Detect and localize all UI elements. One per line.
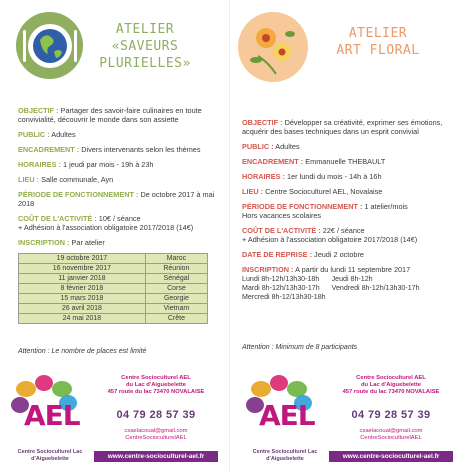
- reg-hours-cell: Jeudi 8h-12h: [331, 275, 373, 283]
- reg-hours-cell: Lundi 8h-12h/13h30-18h: [242, 275, 320, 283]
- supervision-label: ENCADREMENT :: [18, 145, 80, 154]
- supervision: [242, 157, 456, 166]
- ael-logo-subtitle: Centre Socioculturel Lac d'Aiguebelette: [17, 449, 83, 462]
- registration-hours: [242, 275, 420, 302]
- fold-line: [229, 0, 230, 473]
- website-link[interactable]: www.centre-socioculturel-ael.fr: [94, 451, 218, 462]
- facebook-link[interactable]: CentreSocioculturelAEL: [360, 435, 422, 441]
- registration-text: A partir du lundi 11 septembre 2017: [295, 265, 411, 274]
- public-label: PUBLIC :: [242, 142, 274, 151]
- phone-number[interactable]: 04 79 28 57 39: [116, 409, 196, 421]
- objective: [242, 118, 456, 136]
- restart-label: DATE DE REPRISE :: [242, 250, 313, 259]
- title-line: ATELIER: [115, 22, 175, 37]
- schedule-date: 19 octobre 2017: [19, 254, 146, 264]
- registration-label: INSCRIPTION :: [242, 265, 294, 274]
- facebook-link[interactable]: CentreSocioculturelAEL: [125, 435, 187, 441]
- reg-hours-cell: Mercredi 8h-12/13h30-18h: [242, 293, 326, 301]
- cost: [242, 226, 456, 244]
- objective-text: Développer sa créativité, exprimer ses émotions, acquérir des bases techniques dans un esprit convivial: [242, 118, 443, 136]
- title-line: ART FLORAL: [336, 43, 420, 58]
- participants-note: Attention : Minimum de 8 participants: [242, 344, 358, 351]
- restart-date: [242, 250, 456, 259]
- supervision-text: Divers intervenants selon les thèmes: [81, 145, 201, 154]
- schedule-country: Corse: [145, 284, 207, 294]
- contact: [329, 428, 453, 442]
- restart-text: Jeudi 2 octobre: [314, 250, 364, 259]
- phone-number[interactable]: 04 79 28 57 39: [351, 409, 431, 421]
- address-line: Centre Socioculturel AEL: [121, 375, 191, 381]
- address-line: du Lac d'Aiguebelette: [361, 382, 421, 388]
- period-text: 1 atelier/mois: [364, 202, 408, 211]
- saveurs-plurielles-column: [0, 0, 226, 473]
- cost: [18, 214, 224, 232]
- place-label: LIEU :: [18, 175, 40, 184]
- hours-label: HORAIRES :: [242, 172, 285, 181]
- reg-hours-cell: [332, 293, 420, 302]
- objective-label: OBJECTIF :: [18, 106, 59, 115]
- place-text: Centre Socioculturel AEL, Novalaise: [265, 187, 383, 196]
- schedule-row: [19, 294, 208, 304]
- period-text: De octobre 2017 à mai 2018: [18, 190, 215, 208]
- right-header: [234, 0, 461, 92]
- left-header: [0, 0, 226, 92]
- ael-logo-subtitle: Centre Socioculturel Lac d'Aiguebelette: [252, 449, 318, 462]
- period-extra: Hors vacances scolaires: [242, 211, 322, 220]
- ael-footer: [4, 367, 220, 469]
- hours-text: 1er lundi du mois - 14h à 16h: [287, 172, 382, 181]
- title-line: ATELIER: [348, 26, 408, 41]
- objective-label: OBJECTIF :: [242, 118, 283, 127]
- public: [242, 142, 456, 151]
- schedule-date: 16 novembre 2017: [19, 264, 146, 274]
- schedule-body: [19, 254, 208, 324]
- period: [18, 190, 224, 208]
- registration-label: INSCRIPTION :: [18, 238, 70, 247]
- website-link[interactable]: www.centre-socioculturel-ael.fr: [329, 451, 453, 462]
- title-line: PLURIELLES»: [99, 56, 191, 71]
- workshop-info: [242, 118, 456, 308]
- public: [18, 130, 224, 139]
- address-line: du Lac d'Aiguebelette: [126, 382, 186, 388]
- place-text: Salle communale, Ayn: [41, 175, 114, 184]
- schedule-date: 24 mai 2018: [19, 314, 146, 324]
- schedule-row: [19, 264, 208, 274]
- hours-label: HORAIRES :: [18, 160, 61, 169]
- schedule-row: [19, 284, 208, 294]
- place: [18, 175, 224, 184]
- schedule-country: Vietnam: [145, 304, 207, 314]
- schedule-row: [19, 254, 208, 264]
- address-line: Centre Socioculturel AEL: [356, 375, 426, 381]
- public-text: Adultes: [275, 142, 300, 151]
- email-link[interactable]: csaelacoual@gmail.com: [124, 428, 188, 434]
- cost-extra: + Adhésion à l'association obligatoire 2017/2018 (14€): [18, 223, 194, 232]
- place-label: LIEU :: [242, 187, 264, 196]
- workshop-info: [18, 106, 224, 324]
- period: [242, 202, 456, 220]
- schedule-country: Maroc: [145, 254, 207, 264]
- places-note: Attention : Le nombre de places est limité: [18, 348, 147, 355]
- cost-extra: + Adhésion à l'association obligatoire 2017/2018 (14€): [242, 235, 418, 244]
- reg-hours-cell: Vendredi 8h-12h/13h30-17h: [331, 284, 420, 292]
- reg-hours-cell: Mardi 8h-12h/13h30-17h: [242, 284, 320, 292]
- workshop-title: [92, 21, 198, 72]
- schedule-row: [19, 314, 208, 324]
- schedule-date: 15 mars 2018: [19, 294, 146, 304]
- flower-bouquet-icon: [238, 12, 308, 82]
- schedule-country: Georgie: [145, 294, 207, 304]
- supervision: [18, 145, 224, 154]
- address: [329, 375, 453, 396]
- period-label: PÉRIODE DE FONCTIONNEMENT :: [18, 190, 139, 199]
- contact: [94, 428, 218, 442]
- cost-label: COÛT DE L'ACTIVITÉ :: [18, 214, 97, 223]
- address-line: 457 route du lac 73470 NOVALAISE: [342, 389, 440, 395]
- schedule-date: 11 janvier 2018: [19, 274, 146, 284]
- objective-text: Partager des savoir-faire culinaires en toute convivialité, découvrir le monde dans son assiette: [18, 106, 202, 124]
- period-label: PÉRIODE DE FONCTIONNEMENT :: [242, 202, 363, 211]
- cost-text: 22€ / séance: [322, 226, 365, 235]
- hours-text: 1 jeudi par mois - 19h à 23h: [63, 160, 154, 169]
- schedule-table: [18, 253, 208, 324]
- cost-label: COÛT DE L'ACTIVITÉ :: [242, 226, 321, 235]
- place: [242, 187, 456, 196]
- ael-logo-text: AEL: [259, 399, 315, 432]
- schedule-country: Réunion: [145, 264, 207, 274]
- globe-plate-cutlery-icon: [16, 12, 83, 79]
- address-line: 457 route du lac 73470 NOVALAISE: [107, 389, 205, 395]
- public-label: PUBLIC :: [18, 130, 50, 139]
- supervision-label: ENCADREMENT :: [242, 157, 304, 166]
- ael-logo-text: AEL: [24, 399, 80, 432]
- address: [94, 375, 218, 396]
- schedule-date: 8 février 2018: [19, 284, 146, 294]
- email-link[interactable]: csaelacoual@gmail.com: [359, 428, 423, 434]
- schedule-date: 26 avril 2018: [19, 304, 146, 314]
- schedule-row: [19, 274, 208, 284]
- hours: [18, 160, 224, 169]
- title-line: «SAVEURS: [111, 39, 179, 54]
- schedule-row: [19, 304, 208, 314]
- ael-footer: [239, 367, 455, 469]
- hours: [242, 172, 456, 181]
- registration: [242, 265, 456, 302]
- registration-text: Par atelier: [71, 238, 105, 247]
- registration: [18, 238, 224, 247]
- schedule-country: Sénégal: [145, 274, 207, 284]
- workshop-title: [328, 25, 428, 59]
- art-floral-column: [234, 0, 461, 473]
- supervision-text: Emmanuelle THEBAULT: [305, 157, 386, 166]
- public-text: Adultes: [51, 130, 76, 139]
- schedule-country: Crête: [145, 314, 207, 324]
- objective: [18, 106, 224, 124]
- cost-text: 10€ / séance: [98, 214, 141, 223]
